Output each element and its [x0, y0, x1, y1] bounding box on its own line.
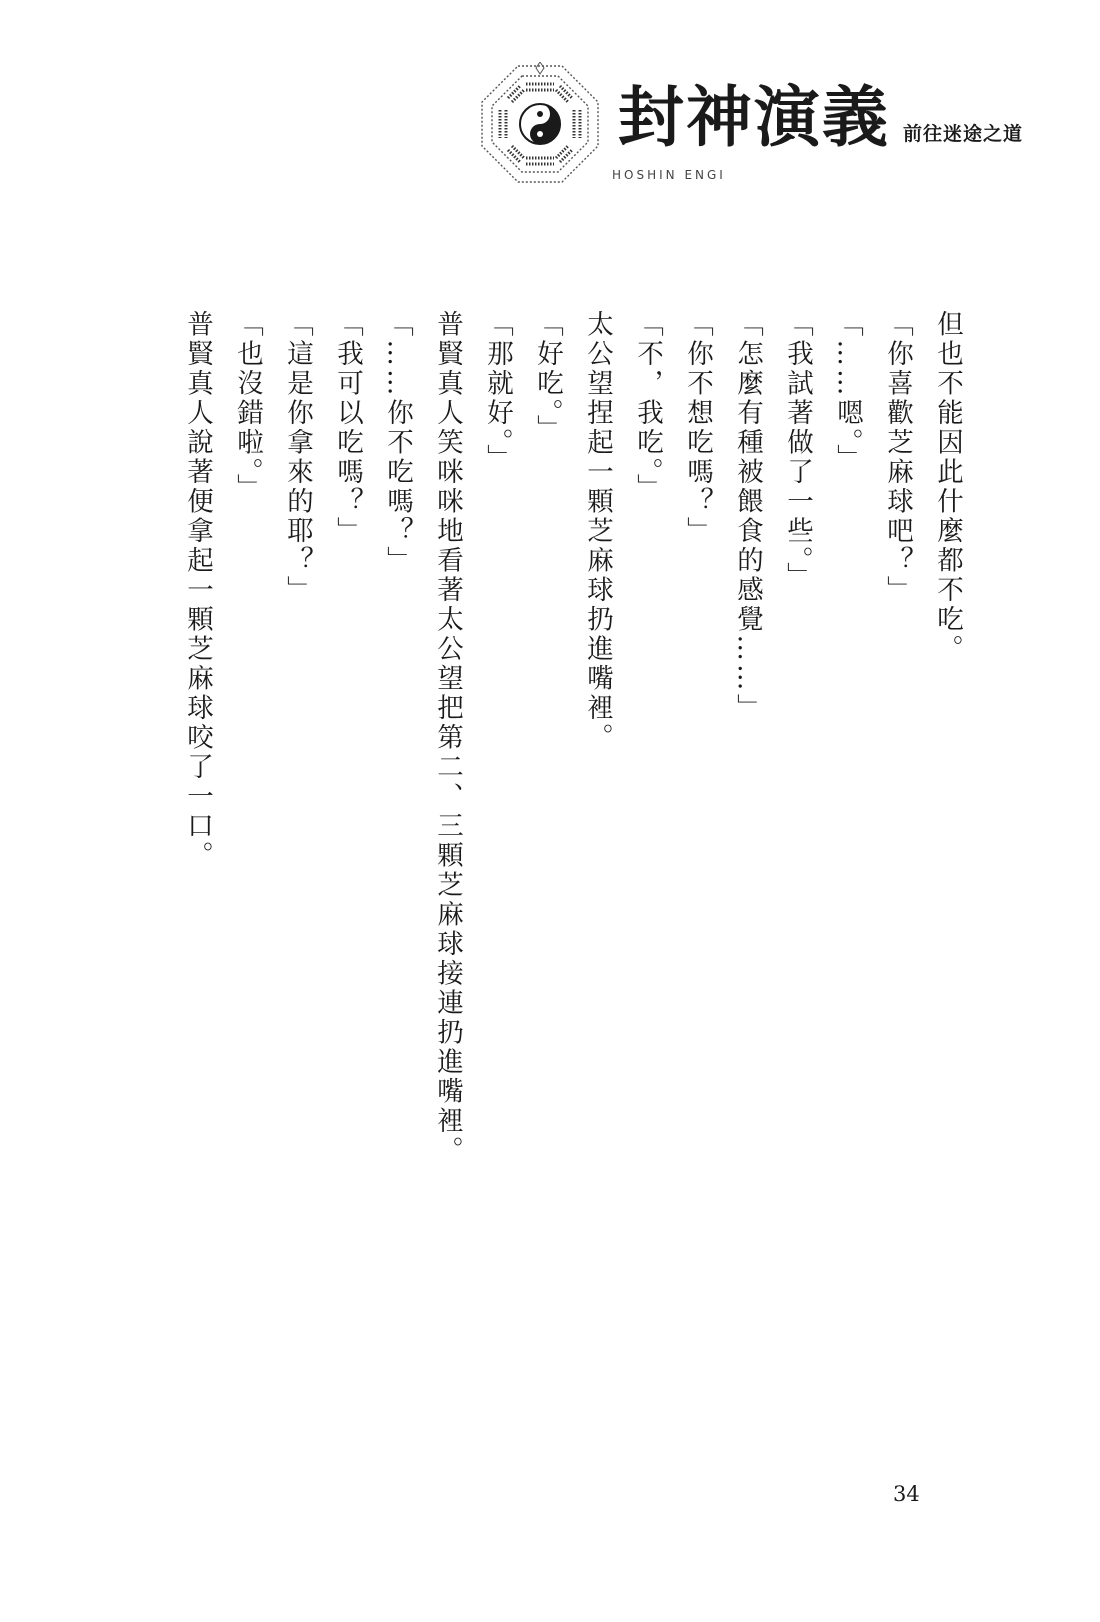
series-subtitle: 前往迷途之道: [903, 123, 1024, 145]
text-line: 「這是你拿來的耶？」: [282, 310, 313, 605]
text-line: 「……你不吃嗎？」: [382, 310, 413, 576]
text-line: 「怎麼有種被餵食的感覺……」: [732, 310, 763, 723]
text-line: 「那就好。」: [482, 310, 513, 474]
text-line: 「不，我吃。」: [632, 310, 663, 504]
series-header: [478, 62, 1038, 192]
series-romaji: HOSHIN ENGI: [612, 168, 726, 182]
text-line: 普賢真人說著便拿起一顆芝麻球咬了一口。: [182, 310, 213, 871]
bagua-yinyang-icon: [478, 62, 602, 186]
text-line: 但也不能因此什麼都不吃。: [932, 310, 963, 664]
text-line: 普賢真人笑咪咪地看著太公望把第二、三顆芝麻球接連扔進嘴裡。: [432, 310, 463, 1166]
text-line: 太公望捏起一顆芝麻球扔進嘴裡。: [582, 310, 613, 753]
page-number: 34: [893, 1482, 920, 1506]
body-text: [152, 310, 972, 1330]
text-line: 「你喜歡芝麻球吧？」: [882, 310, 913, 605]
text-line: 「我試著做了一些。」: [782, 310, 813, 592]
series-title: 封神演義: [618, 78, 890, 156]
text-line: 「也沒錯啦。」: [232, 310, 263, 504]
text-line: 「好吃。」: [532, 310, 563, 445]
text-line: 「……嗯。」: [832, 310, 863, 474]
text-line: 「你不想吃嗎？」: [682, 310, 713, 546]
text-line: 「我可以吃嗎？」: [332, 310, 363, 546]
